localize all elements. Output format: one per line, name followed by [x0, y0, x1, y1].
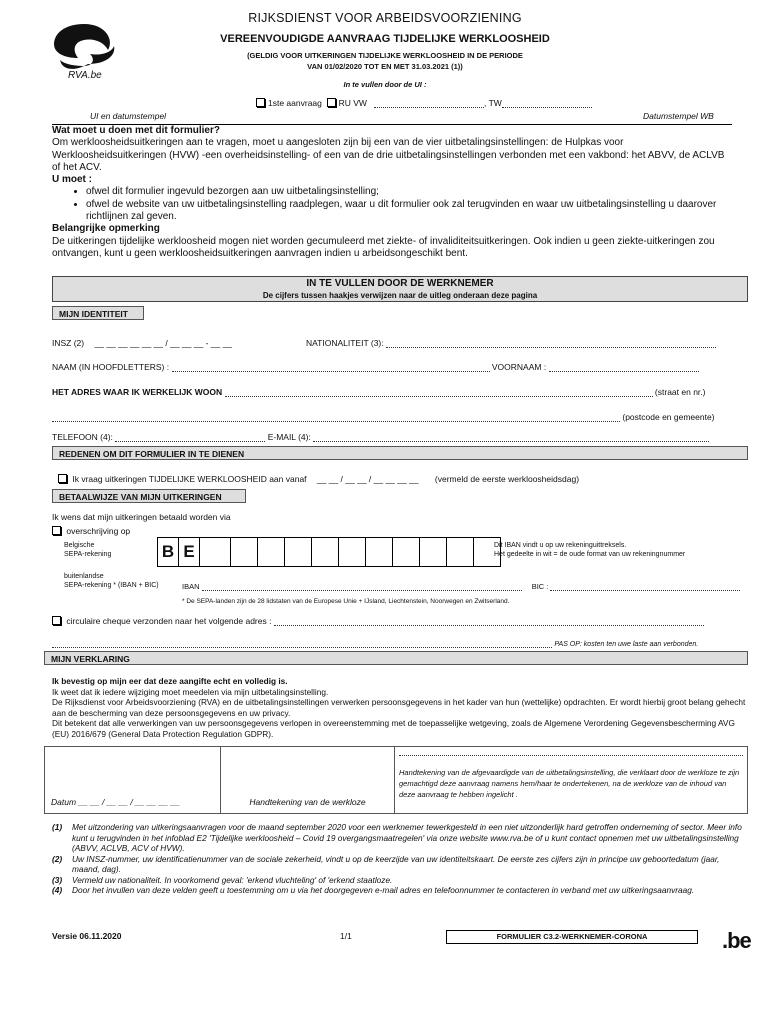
temporary-unemployment-checkbox[interactable] — [58, 474, 67, 483]
worker-signature-label: Handtekening van de werkloze — [249, 797, 366, 807]
footnote-text: Met uitzondering van uitkeringsaanvragen voor de maand september 2020 voor een werknemer tewerkgesteld in een niet uitzonderlijk hard getroffen onderneming of sector. Meer info kunt u terugvinden in het infoblad E2 'Tijdelijke werkloosheid – Covid 19 overgangsmaatregelen' via onze website www.rva.be of u kunt contact opnemen met uw uitbetalingsinstelling (ABVV, ACLVB, ACV of HVW). — [72, 822, 742, 853]
name-label: NAAM (IN HOOFDLETTERS) : — [52, 362, 170, 372]
postcode-field[interactable] — [52, 413, 620, 422]
declaration-block — [52, 676, 748, 739]
footnote — [52, 885, 748, 896]
belgian-iban-field[interactable] — [157, 537, 501, 567]
reason-tag: REDENEN OM DIT FORMULIER IN TE DIENEN — [52, 446, 748, 460]
footnote — [52, 875, 748, 886]
cheque-label: circulaire cheque verzonden naar het volgende adres : — [66, 616, 272, 626]
form-code: FORMULIER C3.2-WERKNEMER-CORONA — [446, 930, 698, 944]
firstname-label: VOORNAAM : — [491, 362, 547, 372]
address-label: HET ADRES WAAR IK WERKELIJK WOON — [52, 387, 223, 397]
bic-field[interactable] — [550, 582, 740, 591]
nationality-label: NATIONALITEIT (3): — [306, 338, 384, 348]
signature-table — [44, 746, 748, 814]
foreign-account-label — [64, 572, 159, 590]
iban-cell[interactable] — [392, 537, 419, 567]
note-title: Belangrijke opmerking — [52, 223, 160, 235]
rva-logo — [44, 20, 126, 82]
ru-vw-field[interactable] — [374, 99, 484, 108]
worker-section-header — [52, 276, 748, 302]
footnote-number: (3) — [52, 874, 63, 885]
intro-question: Wat moet u doen met dit formulier? — [52, 125, 220, 136]
transfer-row — [52, 526, 130, 536]
form-title: VEREENVOUDIGDE AANVRAAG TIJDELIJKE WERKLOOSHEID — [220, 33, 550, 45]
email-field[interactable] — [313, 433, 709, 442]
transfer-checkbox[interactable] — [52, 526, 61, 535]
footnote — [52, 854, 748, 875]
tw-field[interactable] — [502, 99, 592, 108]
worker-section-title: IN TE VULLEN DOOR DE WERKNEMER — [306, 278, 494, 289]
nationality-field[interactable] — [386, 339, 716, 348]
street-field[interactable] — [225, 388, 653, 397]
iban-note — [494, 541, 685, 559]
bic-label: BIC : — [531, 582, 549, 591]
insz-field[interactable]: __ __ __ __ __ __ / __ __ __ - __ __ — [94, 338, 233, 348]
declaration-line-2: De Rijksdienst voor Arbeidsvoorziening (RVA) en de uitbetalingsinstellingen verwerken persoonsgegevens in het kader van hun (wettelijke) opdrachten. Er wordt hierbij groot belang gehecht aan de bescherming van deze persoonsgegevens en uw privacy. — [52, 697, 746, 718]
must-item-1: • ofwel dit formulier ingevuld bezorgen aan uw uitbetalingsinstelling; — [86, 186, 732, 198]
name-field[interactable] — [172, 363, 490, 372]
iban-cell[interactable] — [419, 537, 446, 567]
cheque-address-row — [52, 638, 698, 648]
institution-signature-label: Handtekening van de afgevaardigde van de uitbetalingsinstelling, die verklaart door de werkloze te zijn gemachtigd deze aanvraag namens hem/haar te ondertekenen, na de werkloze van de inhoud van deze aanvraag te hebben ingelicht . — [399, 768, 740, 799]
cheque-address-field-2[interactable] — [52, 639, 552, 648]
ui-stamp-label: UI en datumstempel — [90, 111, 167, 121]
be-logo: .be — [722, 928, 751, 953]
phone-field[interactable] — [115, 433, 265, 442]
iban-cell[interactable] — [284, 537, 311, 567]
subtitle-line-2: VAN 01/02/2020 TOT EN MET 31.03.2021 (1)) — [307, 62, 463, 71]
date-cell[interactable] — [45, 747, 221, 813]
iban-label: IBAN — [182, 582, 200, 591]
note-text: De uitkeringen tijdelijke werkloosheid mogen niet worden gecumuleerd met ziekte- of invaliditeitsuitkeringen. Ook indien u geen ziekte-uitkeringen zou ontvangen, kunt u geen werkloosheidsuitkeringen aanvragen indien u arbeidsongeschikt bent. — [52, 235, 715, 259]
wb-stamp-label: Datumstempel WB — [643, 111, 714, 121]
reason-hint: (vermeld de eerste werkloosheidsdag) — [434, 474, 580, 484]
reason-row — [58, 474, 579, 484]
cheque-cost-note: PAS OP: kosten ten uwe laste aan verbonden. — [554, 641, 699, 648]
firstname-field[interactable] — [549, 363, 699, 372]
fill-by-ui-label: In te vullen door de UI : — [343, 80, 427, 89]
footnote-number: (2) — [52, 853, 63, 864]
intro-block — [52, 124, 732, 260]
name-row — [52, 362, 699, 372]
foreign-iban-field[interactable] — [202, 582, 522, 591]
institution-signature-line — [399, 755, 743, 756]
declaration-line-3: Dit betekent dat alle verwerkingen van uw persoonsgegevens verlopen in overeenstemming met de toepasselijke wetgeving, zoals de Algemene Verordening Gegevensbescherming AVG (EU) 2016/679 (General Data Protection Regulation GDPR). — [52, 718, 735, 739]
first-request-label: 1ste aanvraag — [268, 98, 322, 108]
subtitle-line-1: (GELDIG VOOR UITKERINGEN TIJDELIJKE WERKLOOSHEID IN DE PERIODE — [247, 51, 523, 60]
footnote-text: Uw INSZ-nummer, uw identificatienummer van de sociale zekerheid, vindt u op de keerzijde van uw identiteitskaart. De eerste zes cijfers zijn in principe uw geboortedatum (jaar, maand, dag). — [72, 853, 720, 874]
form-subtitle — [170, 50, 600, 72]
foreign-iban-row — [182, 582, 740, 591]
tw-label: , TW — [484, 98, 502, 108]
iban-cell[interactable] — [446, 537, 473, 567]
footnote-number: (4) — [52, 885, 63, 895]
intro-text: Om werkloosheidsuitkeringen aan te vragen, moet u aangesloten zijn bij een van de vier uitbetalingsinstellingen: de Hulpkas voor Werkloosheidsuitkeringen (HVW) -een overheidsinstelling- of een van de drie uitbetalingsinstellingen verbonden met een vakbond: het ABVV, de ACLVB of het ACV. — [52, 137, 725, 173]
must-item-2: • ofwel de website van uw uitbetalingsinstelling raadplegen, waar u dit formulier ook zal terugvinden en waar uw uitbetalingsinstelling u daarover richtlijnen zal geven. — [86, 199, 732, 224]
foreign-label-2: SEPA-rekening * (IBAN + BIC) — [64, 582, 159, 589]
contact-row — [52, 432, 709, 442]
iban-cell-e: E — [178, 537, 199, 567]
identity-tag: MIJN IDENTITEIT — [52, 306, 144, 320]
iban-cell[interactable] — [257, 537, 284, 567]
worker-signature-cell[interactable] — [221, 747, 395, 813]
payment-tag: BETAALWIJZE VAN MIJN UITKERINGEN — [52, 489, 246, 503]
logo-text: RVA.be — [68, 70, 102, 81]
reason-request: Ik vraag uitkeringen TIJDELIJKE WERKLOOSHEID aan vanaf — [72, 474, 307, 484]
insz-row — [52, 338, 232, 348]
signature-date: Datum __ __ / __ __ / __ __ __ __ — [51, 797, 181, 807]
cheque-checkbox[interactable] — [52, 616, 61, 625]
phone-label: TELEFOON (4): — [52, 432, 113, 442]
belgian-label-1: Belgische — [64, 542, 95, 549]
belgian-label-2: SEPA-rekening — [64, 551, 112, 558]
cheque-address-field[interactable] — [274, 617, 704, 626]
postcode-row — [52, 412, 715, 422]
declaration-tag: MIJN VERKLARING — [44, 651, 748, 665]
cheque-row — [52, 616, 704, 626]
iban-note-2: Het gedeelte in wit = de oude format van uw rekeningnummer — [494, 551, 686, 558]
declaration-line-1: Ik weet dat ik iedere wijziging moet meedelen via mijn uitbetalingsinstelling. — [52, 686, 329, 697]
footnote-text: Door het invullen van deze velden geeft u toestemming om u via het doorgegeven e-mail adres en telefoonnummer te contacteren in verband met uw uitkeringsaanvraag. — [72, 885, 695, 895]
iban-cell[interactable] — [230, 537, 257, 567]
iban-cell[interactable] — [199, 537, 230, 567]
first-request-checkbox[interactable] — [256, 98, 265, 107]
ru-vw-checkbox[interactable] — [327, 98, 336, 107]
must-list — [52, 186, 732, 223]
ru-vw-label: RU VW — [338, 98, 367, 108]
institution-signature-cell[interactable] — [395, 747, 747, 813]
insz-label: INSZ (2) — [52, 338, 85, 348]
footnote-text: Vermeld uw nationaliteit. In voorkomend geval: 'erkend vluchteling' of 'erkend staatloze. — [72, 874, 393, 885]
ui-fill-row — [256, 98, 592, 108]
worker-section-subtitle: De cijfers tussen haakjes verwijzen naar de uitleg onderaan deze pagina — [262, 291, 538, 300]
postcode-label: (postcode en gemeente) — [622, 412, 715, 422]
agency-name: RIJKSDIENST VOOR ARBEIDSVOORZIENING — [248, 11, 522, 25]
must-title: U moet : — [52, 174, 92, 186]
unemployment-start-date[interactable]: __ __ / __ __ / __ __ __ __ — [316, 474, 419, 484]
declaration-title: Ik bevestig op mijn eer dat deze aangifte echt en volledig is. — [52, 676, 288, 686]
transfer-label: overschrijving op — [66, 526, 131, 536]
iban-cell-b: B — [157, 537, 178, 567]
page-number: 1/1 — [340, 931, 352, 941]
footnote — [52, 822, 748, 854]
payment-intro: Ik wens dat mijn uitkeringen betaald worden via — [52, 512, 231, 522]
belgian-account-label — [64, 541, 111, 559]
iban-cell[interactable] — [311, 537, 338, 567]
version-label: Versie 06.11.2020 — [52, 931, 122, 941]
nationality-row — [306, 338, 716, 348]
footnotes — [52, 822, 748, 896]
email-label: E-MAIL (4): — [267, 432, 311, 442]
foreign-label-1: buitenlandse — [64, 573, 104, 580]
footnote-number: (1) — [52, 822, 63, 832]
sepa-note: * De SEPA-landen zijn de 28 lidstaten van de Europese Unie + IJsland, Liechtenstein, Noorwegen en Zwitserland. — [182, 598, 510, 605]
iban-note-1: Dit IBAN vindt u op uw rekeninguittreksels. — [494, 542, 627, 549]
street-label: (straat en nr.) — [654, 387, 706, 397]
iban-cell[interactable] — [338, 537, 365, 567]
iban-cell[interactable] — [365, 537, 392, 567]
address-row — [52, 387, 705, 397]
